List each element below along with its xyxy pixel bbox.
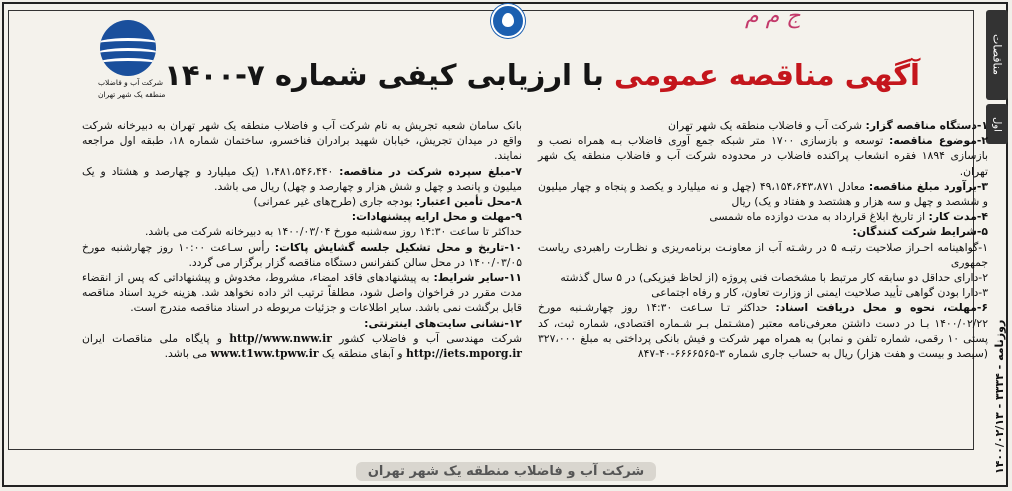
clause-item	[538, 224, 988, 239]
clause-label: ۱۱-سایر شرایط:	[433, 271, 523, 285]
sidebar	[986, 4, 1008, 482]
clause-label: ۵-شرایط شرکت کنندگان:	[852, 225, 988, 239]
clause-item	[82, 270, 522, 316]
clause-text: رأس سـاعت ۱۰:۰۰ روز چهارشنبه مورخ ۱۴۰۰/۰۳/۰۵ در محل سالن کنفرانس دستگاه مناقصه گزار برگزار می گردد.	[82, 240, 522, 269]
clause-item	[82, 118, 522, 164]
clause-item	[82, 316, 522, 331]
websites-text: می باشد.	[164, 347, 208, 361]
clause-text: به پیشنهادهای فاقد امضاء، مشروط، مخدوش و پیشنهاداتی که پس از انقضاء مدت مقرر در فراخوان واصل شود، مطلقاً ترتیب اثر داده نخواهد شد. هزینه خرید اسناد مناقصه قابل برگشت نمی باشد. سایر اطلاعات و جزئیات مربوطه در اسناد مناقصه مندرج است.	[82, 271, 522, 315]
clause-text: بانک سامان شعبه تجریش به نام شرکت آب و فاضلاب منطقه یک شهر تهران به دبیرخانه شرکت واقع در میدان تجریش، خیابان شهید برادران فناخسرو، ساختمان شماره ۱۸، طبقه اول مراجعه نمایند.	[82, 119, 522, 163]
clause-item	[538, 300, 988, 361]
website-link-tpww[interactable]: www.t1ww.tpww.ir	[210, 347, 319, 361]
clause-text: حداکثر تـا سـاعت ۱۴:۳۰ روز چهارشـنبه مورخ ۱۴۰۰/۰۲/۲۲ بـا در دست داشتن معرفی‌نامه معتبر (مشـتمل بـر شـماره اقتصادی، شماره ثبت، کد پستی ۱۰ رقمی، شماره تلفن و نمابر) به همراه مهر شرکت و فیش بانکی پرداختی به مبلغ ۳۲۷،۰۰۰ (سیصد و بیست و هفت هزار) ریال به حساب جاری شماره ۳-۶۶۶۶۵۶۵-۴۰-۸۴۷	[538, 301, 988, 361]
clause-text: ۲-دارای حداقل دو سابقه کار مرتبط با مشخصات فنی پروژه (از لحاظ فیزیکی) در ۵ سال گذشته	[560, 271, 988, 285]
clause-label: ۱۲-نشانی سایت‌های اینترنتی:	[364, 316, 522, 330]
clause-text: ۳-دارا بودن گواهی تأیید صلاحیت ایمنی از وزارت تعاون، کار و رفاه اجتماعی	[651, 286, 988, 300]
websites-line1	[82, 331, 522, 361]
title-black-part: با ارزیابی کیفی شماره ۷-۱۴۰۰	[164, 58, 604, 92]
website-link-iets[interactable]: http://iets.mporg.ir	[405, 347, 522, 361]
clause-item	[82, 209, 522, 224]
clause-text: ۱،۴۸۱،۵۴۶،۴۴۰ (یک میلیارد و چهارصد و هشتاد و یک میلیون و پانصد و چهل و شش هزار و چهارصد و چهل) ریال می باشد.	[82, 164, 522, 193]
clause-label: ۴-مدت کار:	[928, 210, 988, 224]
clause-item	[538, 133, 988, 179]
water-drop-icon	[491, 4, 525, 38]
footer-text: شرکت آب و فاضلاب منطقه یک شهر تهران	[356, 462, 656, 481]
websites-text: شرکت مهندسی آب و فاضلاب کشور	[339, 331, 522, 345]
websites-text: و آبفای منطقه یک	[322, 347, 403, 361]
logo-caption-line1: شرکت آب و فاضلاب	[98, 78, 164, 87]
clause-label: ۶-مهلت، نحوه و محل دریافت اسناد:	[775, 301, 988, 315]
water-wave-logo-icon	[100, 20, 156, 76]
clause-text: حداکثر تا ساعت ۱۴:۳۰ روز سه‌شنبه مورخ ۱۴۰۰/۰۳/۰۴ به دبیرخانه شرکت می باشد.	[144, 225, 522, 239]
clause-label: ۹-مهلت و محل ارایه پیشنهادات:	[351, 210, 522, 224]
clause-text: از تاریخ ابلاغ قرارداد به مدت دوازده ماه شمسی	[709, 210, 929, 224]
page-title	[164, 58, 920, 92]
clause-item	[82, 194, 522, 209]
clause-item	[538, 240, 988, 270]
right-column	[538, 118, 988, 361]
clause-item	[538, 179, 988, 209]
clause-label: ۸-محل تأمین اعتبار:	[415, 195, 522, 209]
clause-item	[538, 118, 988, 133]
clause-label: ۲-موضوع مناقصه:	[889, 134, 988, 148]
clause-item	[82, 224, 522, 239]
clause-label: ۷-مبلغ سپرده شرکت در مناقصه:	[339, 164, 522, 178]
logo-caption-line2: منطقه یک شهر تهران	[98, 90, 166, 99]
sidebar-tab-first: اول	[986, 104, 1008, 144]
clause-item	[538, 209, 988, 224]
company-logo	[98, 20, 166, 100]
clause-item	[82, 240, 522, 270]
newspaper-issue-label: روزنامه - ۳۳۳۴ - ۱۴۰۰/۰۲/۱۳	[993, 319, 1006, 474]
clause-item	[82, 164, 522, 194]
website-link-nww[interactable]: http//www.nww.ir	[229, 331, 332, 345]
title-red-part: آگهی مناقصه عمومی	[613, 58, 920, 92]
clause-label: ۱۰-تاریخ و محل تشکیل جلسه گشایش پاکات:	[274, 240, 523, 254]
clause-label: ۳-برآورد مبلغ مناقصه:	[868, 179, 988, 193]
websites-text: و پایگاه ملی مناقصات ایران	[82, 331, 222, 345]
left-column	[82, 118, 522, 361]
clause-text: معادل ۴۹،۱۵۴،۶۴۳،۸۷۱ (چهل و نه میلیارد و یکصد و پنجاه و چهار میلیون و ششصد و چهل و سه هزار و هشتصد و هفتاد و یک) ریال	[538, 179, 988, 209]
sidebar-tab-tenders: مناقصات	[986, 10, 1008, 100]
clause-item	[538, 270, 988, 285]
clause-text: بودجه جاری (طرح‌های غیر عمرانی)	[253, 195, 416, 209]
clause-label: ۱-دستگاه مناقصه گزار:	[865, 119, 988, 132]
clause-text: شرکت آب و فاضلاب منطقه یک شهر تهران	[668, 119, 866, 132]
clause-text: ۱-گواهینامه احـراز صلاحیت رتبـه ۵ در رشـته آب از معاونـت برنامه‌ریزی و نظـارت راهبردی ریاست جمهوری	[538, 240, 989, 269]
clause-text: توسعه و بازسازی ۱۷۰۰ متر شبکه جمع آوری فاضلاب بـه همراه نصب و بازسازی ۱۸۹۴ فقره انشعاب پراکنده فاضلاب در محدوده شرکت آب و فاضلاب منطقه یک شهر تهران.	[538, 134, 988, 178]
clause-item	[538, 285, 988, 300]
footer-company-name	[0, 464, 1012, 479]
handwritten-stamp: ج م م	[745, 4, 801, 29]
